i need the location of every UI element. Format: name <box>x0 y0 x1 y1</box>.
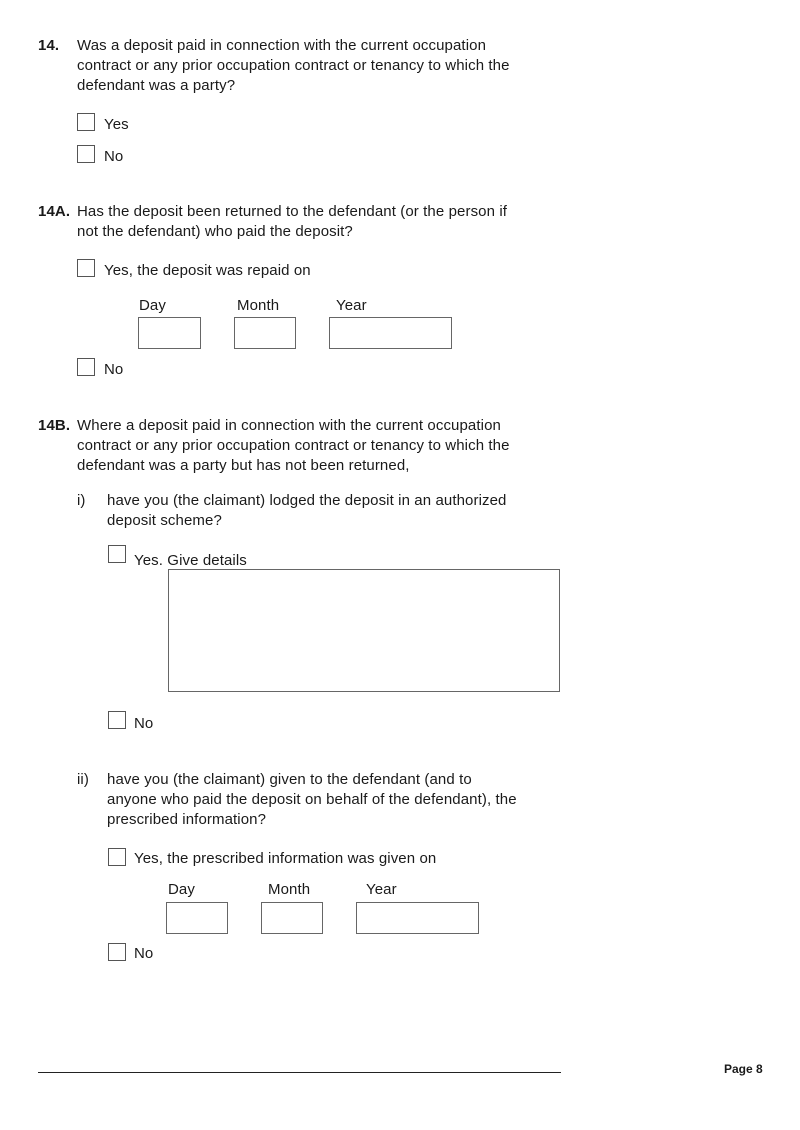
q14-yes-checkbox[interactable] <box>77 113 95 131</box>
question-14a-number: 14A. <box>38 203 71 220</box>
question-14b-text-line1: Where a deposit paid in connection with the current occupation <box>77 417 501 434</box>
q14b-i-text-line2: deposit scheme? <box>107 512 222 529</box>
q14b-ii-yes-label: Yes, the prescribed information was given on <box>134 850 437 867</box>
q14b-ii-day-label: Day <box>168 881 195 898</box>
q14-yes-label: Yes <box>104 116 129 133</box>
footer-rule <box>38 1072 561 1073</box>
question-14-text-line2: contract or any prior occupation contract or tenancy to which the <box>77 57 510 74</box>
q14b-i-details-textarea[interactable] <box>168 569 560 692</box>
question-14-text-line1: Was a deposit paid in connection with the current occupation <box>77 37 487 54</box>
q14-no-label: No <box>104 148 124 165</box>
q14b-ii-text-line3: prescribed information? <box>107 811 267 828</box>
q14-no-checkbox[interactable] <box>77 145 95 163</box>
question-14-number: 14. <box>38 37 60 54</box>
q14a-no-label: No <box>104 361 124 378</box>
question-14b-number: 14B. <box>38 417 71 434</box>
q14a-month-label: Month <box>237 297 280 314</box>
q14b-ii-yes-checkbox[interactable] <box>108 848 126 866</box>
q14b-i-yes-checkbox[interactable] <box>108 545 126 563</box>
question-14a-text-line2: not the defendant) who paid the deposit? <box>77 223 353 240</box>
q14b-i-yes-label: Yes. Give details <box>134 552 247 569</box>
q14b-i-no-checkbox[interactable] <box>108 711 126 729</box>
q14b-ii-year-label: Year <box>366 881 397 898</box>
q14b-ii-no-checkbox[interactable] <box>108 943 126 961</box>
question-14-text-line3: defendant was a party? <box>77 77 236 94</box>
q14b-i-marker: i) <box>77 492 86 509</box>
q14b-ii-text-line2: anyone who paid the deposit on behalf of the defendant), the <box>107 791 517 808</box>
q14a-day-label: Day <box>139 297 166 314</box>
q14b-ii-year-input[interactable] <box>356 902 479 934</box>
q14b-i-no-label: No <box>134 715 154 732</box>
q14b-ii-text-line1: have you (the claimant) given to the defendant (and to <box>107 771 472 788</box>
q14b-ii-marker: ii) <box>77 771 89 788</box>
q14b-ii-month-label: Month <box>268 881 311 898</box>
q14a-yes-label: Yes, the deposit was repaid on <box>104 262 311 279</box>
question-14a-text-line1: Has the deposit been returned to the defendant (or the person if <box>77 203 508 220</box>
q14a-no-checkbox[interactable] <box>77 358 95 376</box>
q14b-ii-month-input[interactable] <box>261 902 323 934</box>
q14a-day-input[interactable] <box>138 317 201 349</box>
q14a-year-input[interactable] <box>329 317 452 349</box>
q14a-yes-checkbox[interactable] <box>77 259 95 277</box>
question-14b-text-line3: defendant was a party but has not been returned, <box>77 457 410 474</box>
q14b-i-text-line1: have you (the claimant) lodged the deposit in an authorized <box>107 492 507 509</box>
q14b-ii-day-input[interactable] <box>166 902 228 934</box>
q14b-ii-no-label: No <box>134 945 154 962</box>
page-number: Page 8 <box>724 1062 763 1076</box>
q14a-year-label: Year <box>336 297 367 314</box>
question-14b-text-line2: contract or any prior occupation contract or tenancy to which the <box>77 437 510 454</box>
q14a-month-input[interactable] <box>234 317 296 349</box>
